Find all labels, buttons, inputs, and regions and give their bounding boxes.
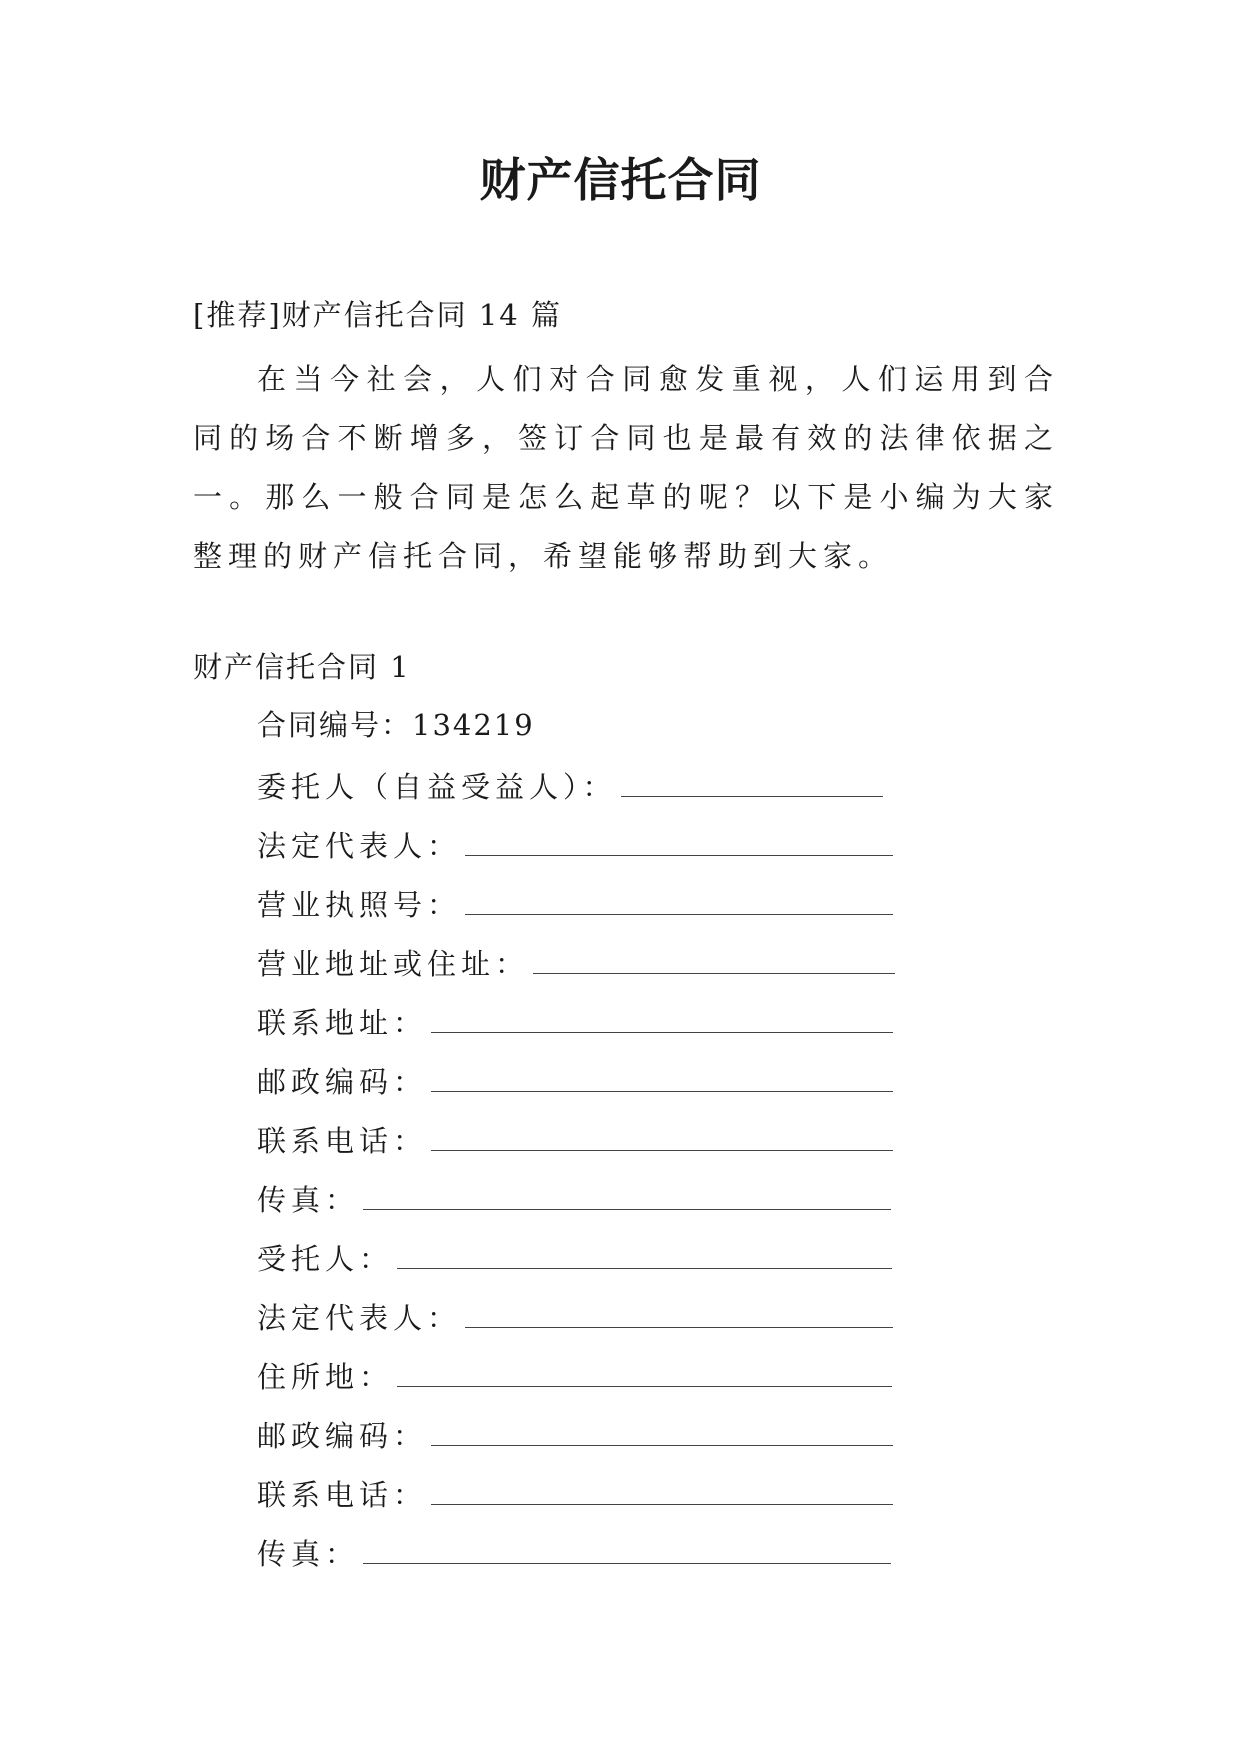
field-contact-address <box>257 998 895 1057</box>
field-label: 营业执照号： <box>257 888 462 922</box>
postal-code-blank-line[interactable] <box>431 1417 893 1446</box>
document-title: 财产信托合同 <box>479 153 762 207</box>
intro-paragraph: 在当今社会，人们对合同愈发重视，人们运用到合同的场合不断增多，签订合同也是最有效的法律依据之一。那么一般合同是怎么起草的呢？以下是小编为大家整理的财产信托合同，希望能够帮助到大家。 <box>193 362 1059 573</box>
field-label: 法定代表人： <box>257 829 462 863</box>
field-label: 营业地址或住址： <box>257 947 530 981</box>
field-trustee-residence <box>257 1352 895 1411</box>
contact-address-blank-line[interactable] <box>431 1004 893 1033</box>
business-license-blank-line[interactable] <box>465 886 893 915</box>
contract-party-fields <box>257 762 895 1588</box>
field-label: 联系电话： <box>257 1478 428 1512</box>
field-label: 住所地： <box>257 1360 394 1394</box>
field-trustee-phone <box>257 1470 895 1529</box>
field-label: 法定代表人： <box>257 1301 462 1335</box>
phone-blank-line[interactable] <box>431 1122 893 1151</box>
field-label: 联系电话： <box>257 1124 428 1158</box>
field-principal-fax <box>257 1175 895 1234</box>
section-heading: 财产信托合同 1 <box>193 650 411 684</box>
field-label: 受托人： <box>257 1242 394 1276</box>
fax-blank-line[interactable] <box>363 1535 891 1564</box>
field-principal-legal-rep <box>257 821 895 880</box>
legal-rep-blank-line[interactable] <box>465 827 893 856</box>
postal-code-blank-line[interactable] <box>431 1063 893 1092</box>
field-label: 委托人（自益受益人）： <box>257 770 617 804</box>
field-trustee-fax <box>257 1529 895 1588</box>
field-business-license <box>257 880 895 939</box>
field-principal-phone <box>257 1116 895 1175</box>
document-subtitle: [推荐]财产信托合同 14 篇 <box>193 298 562 332</box>
business-address-blank-line[interactable] <box>533 945 895 974</box>
field-label: 邮政编码： <box>257 1419 428 1453</box>
legal-rep-blank-line[interactable] <box>465 1299 893 1328</box>
field-label: 传真： <box>257 1537 360 1571</box>
phone-blank-line[interactable] <box>431 1476 893 1505</box>
field-trustee-postal <box>257 1411 895 1470</box>
trustee-blank-line[interactable] <box>397 1240 892 1269</box>
field-principal <box>257 762 895 821</box>
field-label: 传真： <box>257 1183 360 1217</box>
field-trustee <box>257 1234 895 1293</box>
field-business-address <box>257 939 895 998</box>
fax-blank-line[interactable] <box>363 1181 891 1210</box>
residence-blank-line[interactable] <box>397 1358 892 1387</box>
field-trustee-legal-rep <box>257 1293 895 1352</box>
contract-number: 合同编号：134219 <box>257 708 535 742</box>
principal-blank-line[interactable] <box>621 768 883 797</box>
field-label: 邮政编码： <box>257 1065 428 1099</box>
field-principal-postal <box>257 1057 895 1116</box>
field-label: 联系地址： <box>257 1006 428 1040</box>
